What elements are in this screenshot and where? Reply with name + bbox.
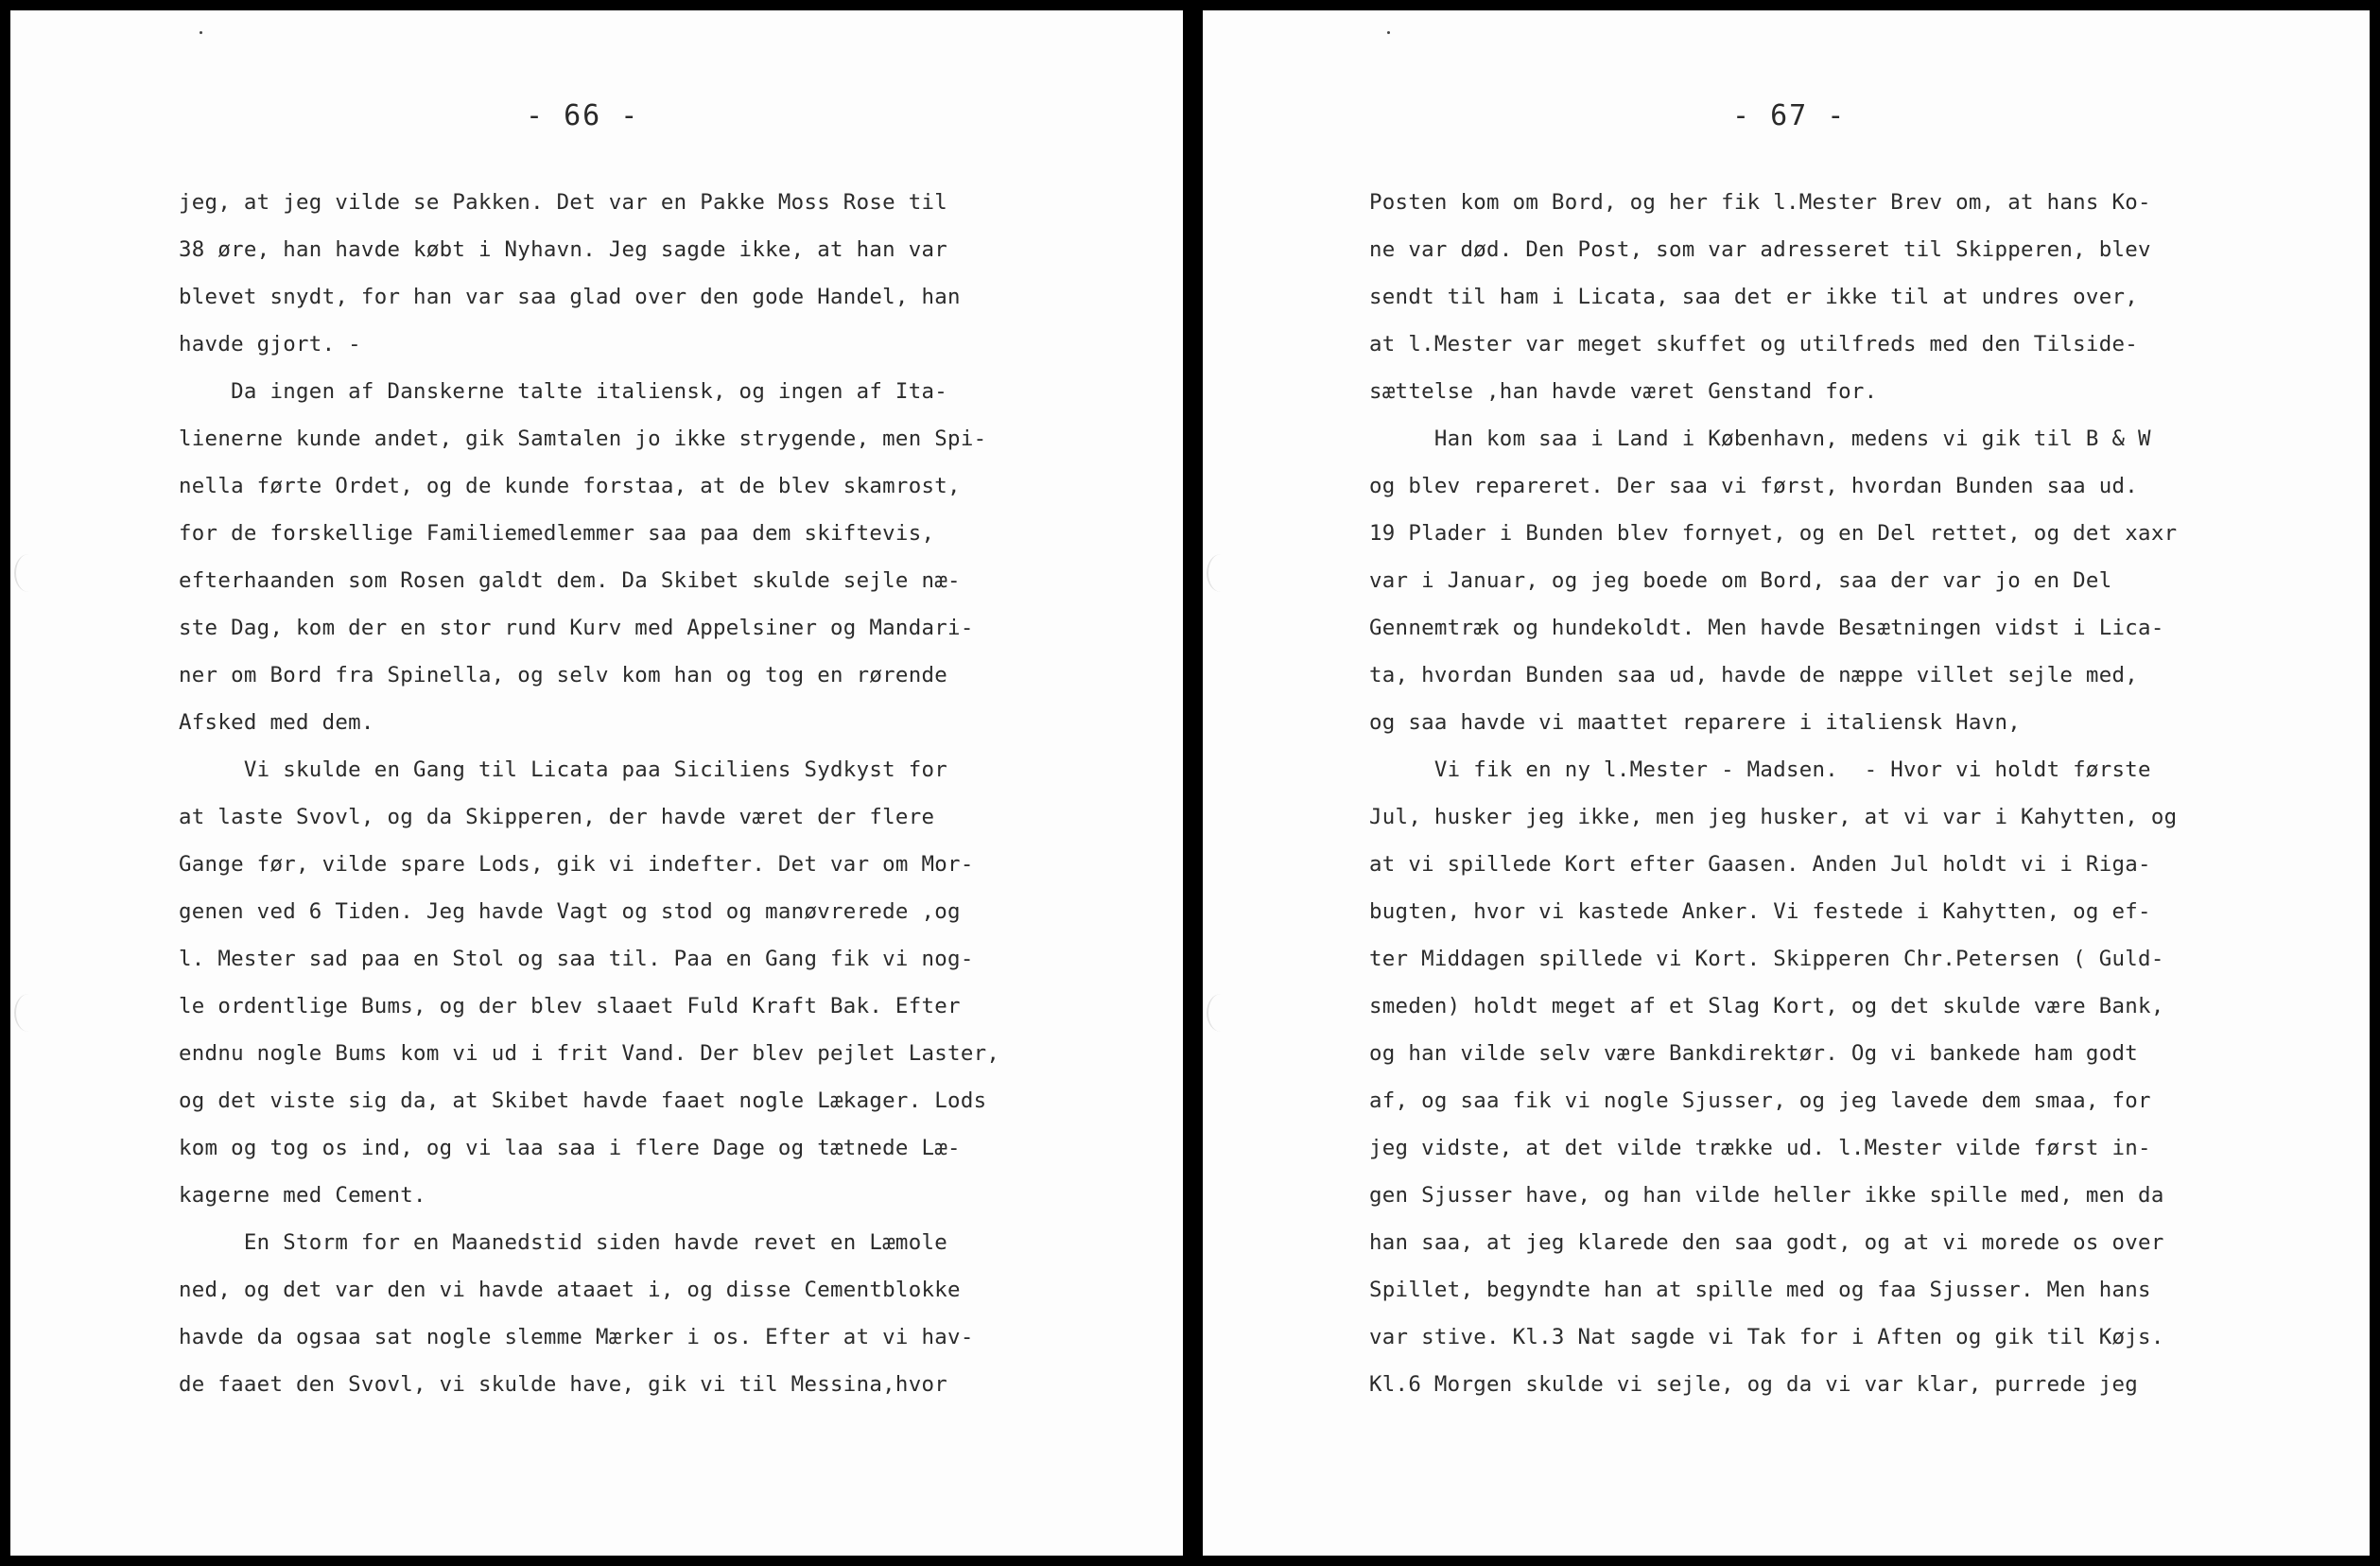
text-line: var i Januar, og jeg boede om Bord, saa der var jo en Del xyxy=(1369,568,2112,593)
text-line: le ordentlige Bums, og der blev slaaet Fuld Kraft Bak. Efter xyxy=(179,994,961,1018)
text-line: ste Dag, kom der en stor rund Kurv med Appelsiner og Mandari- xyxy=(179,616,974,640)
text-line: gen Sjusser have, og han vilde heller ikke spille med, men da xyxy=(1369,1183,2164,1208)
text-line: sendt til ham i Licata, saa det er ikke til at undres over, xyxy=(1369,285,2139,309)
text-line: Han kom saa i Land i København, medens vi gik til B & W xyxy=(1369,426,2151,451)
text-line: og det viste sig da, at Skibet havde faaet nogle Lækager. Lods xyxy=(179,1088,987,1113)
text-line: og blev repareret. Der saa vi først, hvordan Bunden saa ud. xyxy=(1369,474,2139,498)
page-text xyxy=(1369,179,2177,1408)
paper-speck xyxy=(1387,31,1390,34)
text-line: havde da ogsaa sat nogle slemme Mærker i os. Efter at vi hav- xyxy=(179,1325,974,1349)
text-line: bugten, hvor vi kastede Anker. Vi festede i Kahytten, og ef- xyxy=(1369,899,2151,924)
text-line: af, og saa fik vi nogle Sjusser, og jeg lavede dem smaa, for xyxy=(1369,1088,2151,1113)
text-line: endnu nogle Bums kom vi ud i frit Vand. Der blev pejlet Laster, xyxy=(179,1041,1000,1066)
text-line: smeden) holdt meget af et Slag Kort, og det skulde være Bank, xyxy=(1369,994,2164,1018)
punch-hole-mark xyxy=(14,994,43,1032)
text-line: Gennemtræk og hundekoldt. Men havde Besætningen vidst i Lica- xyxy=(1369,616,2164,640)
text-line: var stive. Kl.3 Nat sagde vi Tak for i Aften og gik til Køjs. xyxy=(1369,1325,2164,1349)
text-line: for de forskellige Familiemedlemmer saa paa dem skiftevis, xyxy=(179,521,935,546)
text-line: En Storm for en Maanedstid siden havde revet en Læmole xyxy=(179,1230,948,1255)
text-line: at laste Svovl, og da Skipperen, der havde været der flere xyxy=(179,805,935,829)
text-line: at vi spillede Kort efter Gaasen. Anden Jul holdt vi i Riga- xyxy=(1369,852,2151,877)
text-line: de faaet den Svovl, vi skulde have, gik vi til Messina,hvor xyxy=(179,1372,948,1397)
text-line: at l.Mester var meget skuffet og utilfreds med den Tilside- xyxy=(1369,332,2139,357)
text-line: Spillet, begyndte han at spille med og faa Sjusser. Men hans xyxy=(1369,1278,2151,1302)
punch-hole-mark xyxy=(1207,994,1235,1032)
text-line: lienerne kunde andet, gik Samtalen jo ikke strygende, men Spi- xyxy=(179,426,987,451)
text-line: Posten kom om Bord, og her fik l.Mester Brev om, at hans Ko- xyxy=(1369,190,2151,215)
text-line: Afsked med dem. xyxy=(179,710,374,735)
paper-speck xyxy=(200,31,202,34)
text-line: genen ved 6 Tiden. Jeg havde Vagt og stod og manøvrerede ,og xyxy=(179,899,961,924)
right-page xyxy=(1203,10,2370,1556)
punch-hole-mark xyxy=(1207,554,1235,592)
punch-hole-mark xyxy=(14,554,43,592)
text-line: l. Mester sad paa en Stol og saa til. Paa en Gang fik vi nog- xyxy=(179,947,974,971)
text-line: ner om Bord fra Spinella, og selv kom han og tog en rørende xyxy=(179,663,948,687)
page-number: - 67 - xyxy=(1732,99,1847,132)
text-line: ta, hvordan Bunden saa ud, havde de næppe villet sejle med, xyxy=(1369,663,2139,687)
text-line: jeg vidste, at det vilde trække ud. l.Mester vilde først in- xyxy=(1369,1136,2151,1160)
page-number: - 66 - xyxy=(526,99,640,132)
text-line: sættelse ,han havde været Genstand for. xyxy=(1369,379,1878,404)
text-line: og saa havde vi maattet reparere i italiensk Havn, xyxy=(1369,710,2022,735)
text-line: Vi skulde en Gang til Licata paa Siciliens Sydkyst for xyxy=(179,757,948,782)
page-text xyxy=(179,179,999,1408)
text-line: og han vilde selv være Bankdirektør. Og vi bankede ham godt xyxy=(1369,1041,2139,1066)
text-line: jeg, at jeg vilde se Pakken. Det var en Pakke Moss Rose til xyxy=(179,190,948,215)
text-line: Gange før, vilde spare Lods, gik vi indefter. Det var om Mor- xyxy=(179,852,974,877)
text-line: 38 øre, han havde købt i Nyhavn. Jeg sagde ikke, at han var xyxy=(179,237,948,262)
text-line: kom og tog os ind, og vi laa saa i flere Dage og tætnede Læ- xyxy=(179,1136,961,1160)
text-line: blevet snydt, for han var saa glad over den gode Handel, han xyxy=(179,285,961,309)
text-line: ne var død. Den Post, som var adresseret til Skipperen, blev xyxy=(1369,237,2151,262)
text-line: 19 Plader i Bunden blev fornyet, og en Del rettet, og det xaxr xyxy=(1369,521,2178,546)
text-line: Jul, husker jeg ikke, men jeg husker, at vi var i Kahytten, og xyxy=(1369,805,2178,829)
text-line: kagerne med Cement. xyxy=(179,1183,426,1208)
text-line: han saa, at jeg klarede den saa godt, og at vi morede os over xyxy=(1369,1230,2164,1255)
text-line: efterhaanden som Rosen galdt dem. Da Skibet skulde sejle næ- xyxy=(179,568,961,593)
text-line: ned, og det var den vi havde ataaet i, og disse Cementblokke xyxy=(179,1278,961,1302)
text-line: havde gjort. - xyxy=(179,332,361,357)
text-line: ter Middagen spillede vi Kort. Skipperen Chr.Petersen ( Guld- xyxy=(1369,947,2164,971)
left-page xyxy=(10,10,1183,1556)
text-line: Kl.6 Morgen skulde vi sejle, og da vi var klar, purrede jeg xyxy=(1369,1372,2139,1397)
text-line: nella førte Ordet, og de kunde forstaa, at de blev skamrost, xyxy=(179,474,961,498)
text-line: Da ingen af Danskerne talte italiensk, og ingen af Ita- xyxy=(179,379,948,404)
text-line: Vi fik en ny l.Mester - Madsen. - Hvor vi holdt første xyxy=(1369,757,2151,782)
